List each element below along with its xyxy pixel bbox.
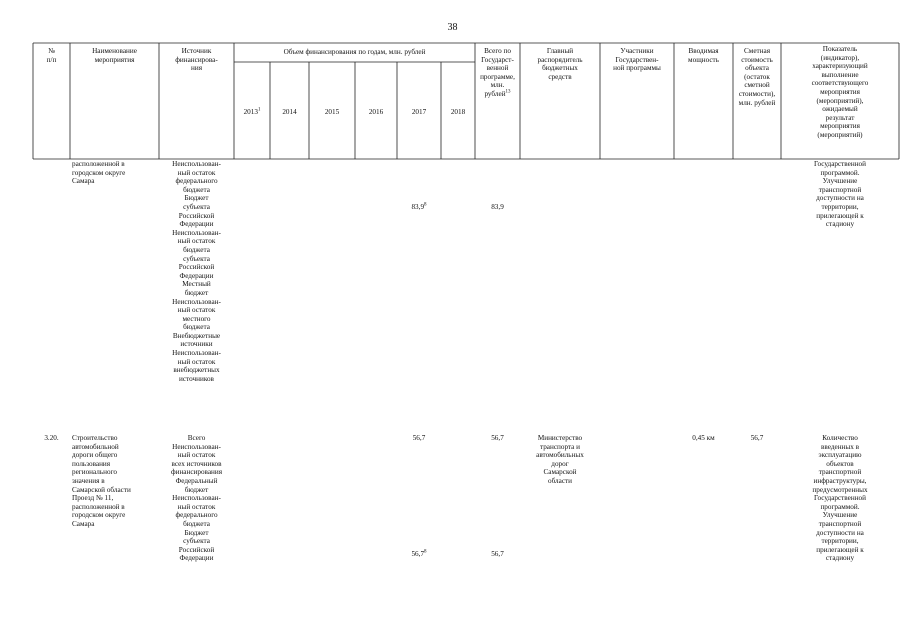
header-volume: Объем финансирования по годам, млн. рублей	[283, 48, 426, 56]
header-participants: Участники Государствен- ной программы	[613, 47, 661, 73]
page-number: 38	[447, 22, 458, 33]
row2-cost: 56,7	[750, 434, 764, 442]
header-year-2018: 2018	[450, 108, 466, 116]
header-year-2015: 2015	[324, 108, 340, 116]
row2-regional-total: 56,7	[491, 550, 504, 558]
header-source: Источник финансирова- ния	[175, 47, 218, 73]
row1-name: расположенной в городском округе Самара	[72, 160, 126, 186]
header-indicator: Показатель (индикатор), характеризующий выполнение соответствующего мероприятия (мероприятий), ожидаемый результат мероприятия (мероприятий)	[811, 45, 869, 139]
row2-total: 56,7	[491, 434, 504, 442]
header-capacity: Вводимая мощность	[688, 47, 719, 64]
header-total: Всего по Государст- венной программе, млн. рублей$^{13}$	[480, 47, 515, 98]
row1-sources: Неиспользован- ный остаток федерального бюджета Бюджет субъекта Российской Федерации Неиспользован- ный остаток бюджета субъекта Российской Федерации Местный бюджет Неиспользован- ный остаток местного бюджета Внебюджетные источники Неиспользован- ный остаток внебюджетных источников	[172, 160, 221, 383]
row2-manager: Министерство транспорта и автомобильных дорог Самарской области	[536, 434, 584, 485]
row2-sources: Всего Неиспользован- ный остаток всех источников финансирования Федеральный бюджет Неиспользован- ный остаток федерального бюджета Бюджет субъекта Российской Федерации	[170, 434, 223, 563]
row1-value-2017: 83,9$^8$	[411, 202, 427, 211]
header-year-2014: 2014	[282, 108, 297, 116]
header-cost: Сметная стоимость объекта (остаток сметной стоимости), млн. рублей	[738, 47, 776, 107]
row1-indicator: Государственной программой. Улучшение транспортной доступности на территории, прилегающей к стадиону	[814, 160, 866, 229]
header-name: Наименование мероприятия	[92, 47, 137, 64]
header-year-2016: 2016	[368, 108, 384, 116]
header-manager: Главный распорядитель бюджетных средств	[537, 47, 583, 81]
row2-indicator: Количество введенных в эксплуатацию объектов транспортной инфраструктуры, предусмотренных Государственной программой. Улучшение транспортной доступности на территории, прилегающей к стадиону	[812, 434, 868, 563]
row1-total: 83,9	[491, 203, 504, 211]
row2-name: Строительство автомобильной дороги общего пользования регионального значения в Самарской области Проезд № 11, расположенной в городском округе Самара	[72, 434, 131, 528]
row2-no: 3.20.	[44, 434, 59, 442]
header-year-2013: 2013$^1$	[243, 107, 261, 116]
header-no: № п/п	[46, 47, 57, 64]
header-year-2017: 2017	[411, 108, 427, 116]
row2-value-2017: 56,7	[412, 434, 426, 442]
row2-regional-2017: 56,7$^8$	[411, 549, 427, 558]
row2-capacity: 0,45 км	[692, 434, 715, 442]
